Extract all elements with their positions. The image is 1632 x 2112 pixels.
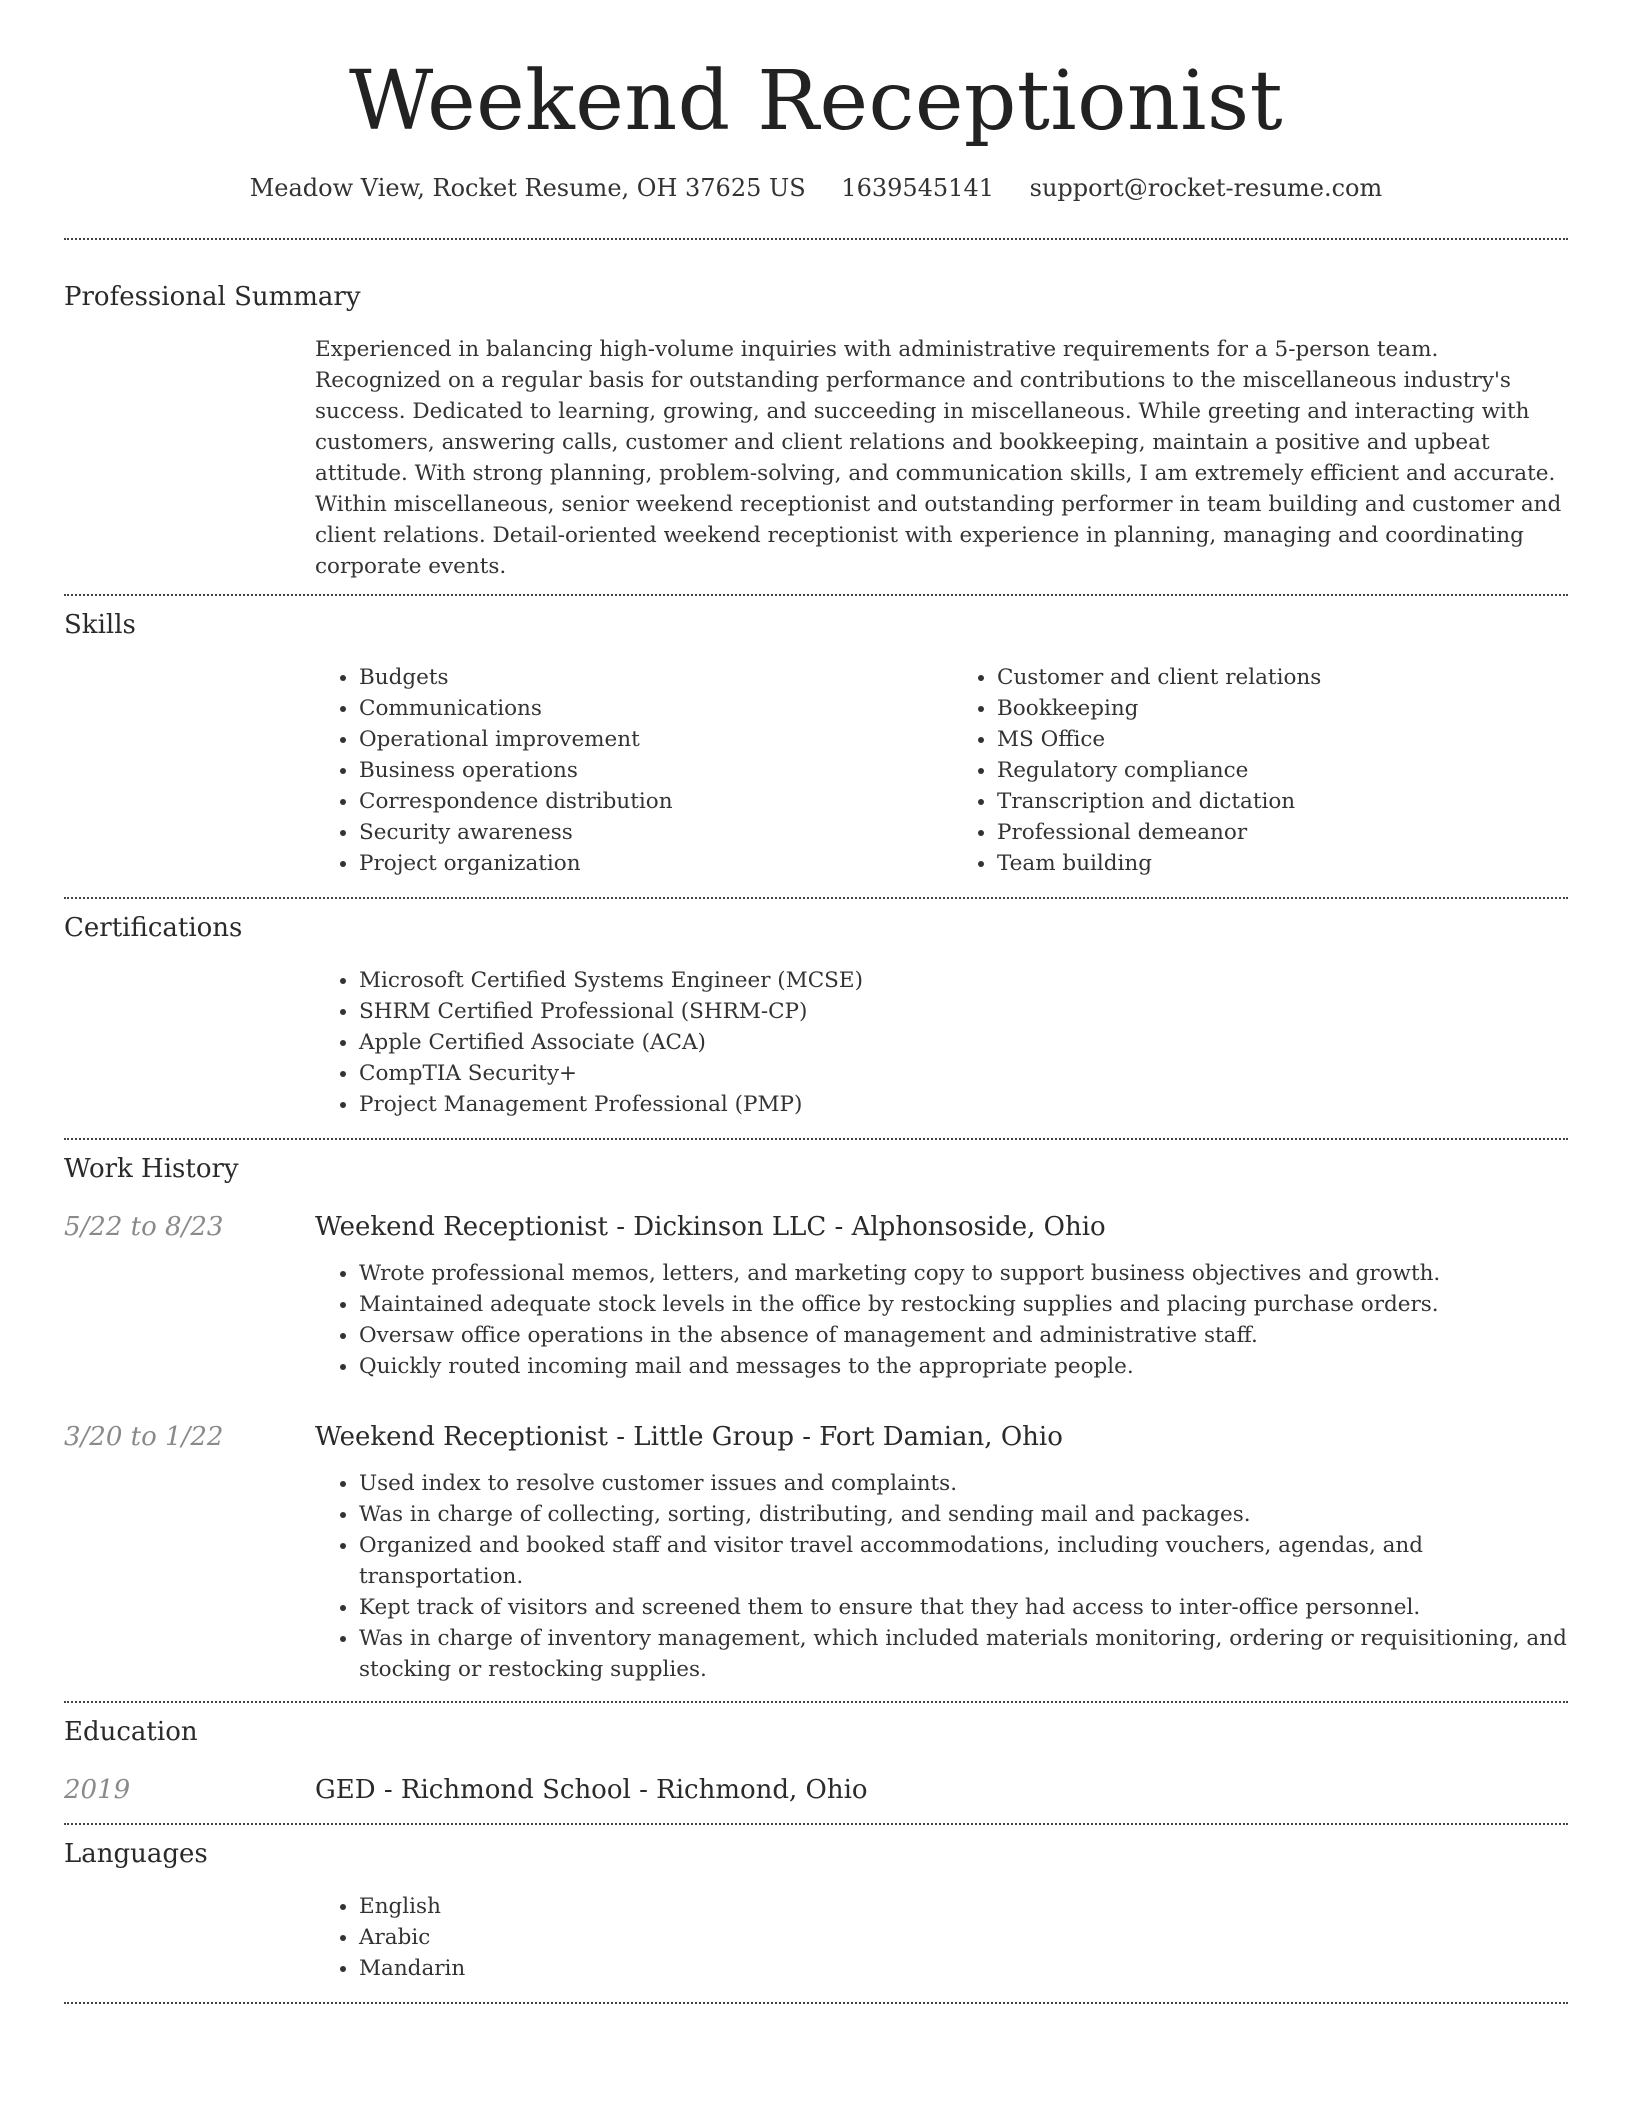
job-bullets — [315, 1468, 1568, 1685]
list-item: • Professional demeanor — [997, 817, 1321, 848]
list-item: • Security awareness — [359, 817, 975, 848]
list-item: • Maintained adequate stock levels in the office by restocking supplies and placing purchase orders. — [359, 1289, 1568, 1320]
section-title-summary: Professional Summary — [64, 282, 361, 312]
section-title-education: Education — [64, 1717, 198, 1747]
list-item: • Transcription and dictation — [997, 786, 1321, 817]
job-entry-header — [64, 1210, 1568, 1244]
section-title-skills: Skills — [64, 610, 136, 640]
education-entry — [64, 1773, 1568, 1807]
skills-list — [315, 662, 1568, 879]
list-item: • Regulatory compliance — [997, 755, 1321, 786]
list-item: • Project Management Professional (PMP) — [359, 1089, 1568, 1120]
list-item: • English — [359, 1891, 1568, 1922]
section-title-certifications: Certifications — [64, 913, 243, 943]
divider — [64, 2002, 1568, 2004]
list-item: • Kept track of visitors and screened them to ensure that they had access to inter-office personnel. — [359, 1592, 1568, 1623]
contact-line — [64, 172, 1568, 204]
divider — [64, 238, 1568, 240]
list-item: • Arabic — [359, 1922, 1568, 1953]
job-entry-header — [64, 1420, 1568, 1454]
list-item: • CompTIA Security+ — [359, 1058, 1568, 1089]
candidate-name: Weekend Receptionist — [348, 54, 1284, 149]
list-item: • Customer and client relations — [997, 662, 1321, 693]
divider — [64, 1138, 1568, 1140]
list-item: • Used index to resolve customer issues and complaints. — [359, 1468, 1568, 1499]
divider — [64, 897, 1568, 899]
section-title-languages: Languages — [64, 1839, 208, 1869]
list-item: • Correspondence distribution — [359, 786, 975, 817]
list-item: • Oversaw office operations in the absence of management and administrative staff. — [359, 1320, 1568, 1351]
list-item: • Business operations — [359, 755, 975, 786]
contact-address: Meadow View, Rocket Resume, OH 37625 US — [249, 174, 806, 202]
job-bullets — [315, 1258, 1568, 1382]
list-item: • Bookkeeping — [997, 693, 1321, 724]
contact-email: support@rocket-resume.com — [1029, 174, 1383, 202]
section-title-work-history: Work History — [64, 1154, 239, 1184]
list-item: • Was in charge of collecting, sorting, distributing, and sending mail and packages. — [359, 1499, 1568, 1530]
list-item: • Communications — [359, 693, 975, 724]
list-item: • Microsoft Certified Systems Engineer (MCSE) — [359, 965, 1568, 996]
list-item: • Operational improvement — [359, 724, 975, 755]
list-item: • Was in charge of inventory management, which included materials monitoring, ordering or requisitioning, and stocking or restocking supplies. — [359, 1623, 1568, 1685]
list-item: • Project organization — [359, 848, 975, 879]
list-item: • Team building — [997, 848, 1321, 879]
divider — [64, 594, 1568, 596]
divider — [64, 1823, 1568, 1825]
contact-phone: 1639545141 — [841, 174, 994, 202]
list-item: • Apple Certified Associate (ACA) — [359, 1027, 1568, 1058]
list-item: • MS Office — [997, 724, 1321, 755]
divider — [64, 1701, 1568, 1703]
list-item: • Wrote professional memos, letters, and marketing copy to support business objectives and growth. — [359, 1258, 1568, 1289]
job-dates: 3/20 to 1/22 — [64, 1422, 224, 1452]
job-dates: 5/22 to 8/23 — [64, 1212, 224, 1242]
skills-column-left — [315, 662, 975, 879]
certifications-list — [315, 965, 1568, 1120]
languages-list — [315, 1891, 1568, 1984]
job-heading: Weekend Receptionist - Little Group - Fort Damian, Ohio — [315, 1422, 1063, 1452]
education-year: 2019 — [64, 1775, 131, 1805]
education-heading: GED - Richmond School - Richmond, Ohio — [315, 1775, 868, 1805]
list-item: • Organized and booked staff and visitor travel accommodations, including vouchers, agendas, and transportation. — [359, 1530, 1568, 1592]
list-item: • Quickly routed incoming mail and messages to the appropriate people. — [359, 1351, 1568, 1382]
list-item: • SHRM Certified Professional (SHRM-CP) — [359, 996, 1568, 1027]
skills-column-right — [975, 662, 1321, 879]
list-item: • Mandarin — [359, 1953, 1568, 1984]
list-item: • Budgets — [359, 662, 975, 693]
job-heading: Weekend Receptionist - Dickinson LLC - Alphonsoside, Ohio — [315, 1212, 1106, 1242]
summary-text: Experienced in balancing high-volume inquiries with administrative requirements for a 5-person team. Recognized on a regular basis for outstanding performance and contributions to the miscellaneous industry's success. Dedicated to learning, growing, and succeeding in miscellaneous. While greeting and interacting with customers, answering calls, customer and client relations and bookkeeping, maintain a positive and upbeat attitude. With strong planning, problem-solving, and communication skills, I am extremely efficient and accurate. Within miscellaneous, senior weekend receptionist and outstanding performer in team building and customer and client relations. Detail-oriented weekend receptionist with experience in planning, managing and coordinating corporate events. — [315, 337, 1562, 579]
